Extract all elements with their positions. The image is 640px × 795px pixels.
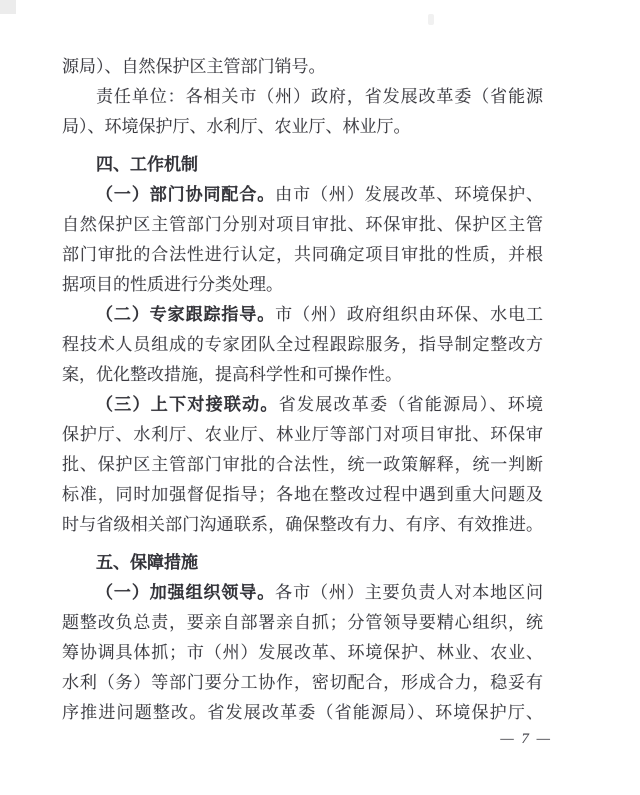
section-heading xyxy=(62,150,543,180)
scan-smudge-corner xyxy=(0,0,16,14)
text-line xyxy=(62,668,543,698)
text-line xyxy=(62,330,543,360)
line-text: 程技术人员组成的专家团队全过程跟踪服务，指导制定整改方 xyxy=(62,335,543,354)
bold-run: （一）部门协同配合。 xyxy=(96,185,276,204)
line-text: 批、保护区主管部门审批的合法性，统一政策解释，统一判断 xyxy=(62,455,543,474)
document-body xyxy=(62,52,543,728)
line-text: 市（州）政府组织由环保、水电工 xyxy=(275,305,544,324)
line-text: 保护厅、水利厅、农业厅、林业厅等部门对项目审批、环保审 xyxy=(62,425,543,444)
text-line xyxy=(62,210,543,240)
text-line xyxy=(62,578,543,608)
bold-run: 五、保障措施 xyxy=(96,553,198,572)
text-line xyxy=(62,450,543,480)
text-line xyxy=(62,638,543,668)
line-text: 部门审批的合法性进行认定，共同确定项目审批的性质，并根 xyxy=(62,245,543,264)
text-line xyxy=(62,112,543,142)
line-text: 时与省级相关部门沟通联系，确保整改有力、有序、有效推进。 xyxy=(62,515,543,534)
text-line xyxy=(62,360,543,390)
bold-run: （三）上下对接联动。 xyxy=(96,395,279,414)
text-line xyxy=(62,480,543,510)
line-text: 水利（务）等部门要分工协作，密切配合，形成合力，稳妥有 xyxy=(62,673,543,692)
text-line xyxy=(62,270,543,300)
scan-smudge-top xyxy=(428,14,434,25)
text-line xyxy=(62,390,543,420)
section-heading xyxy=(62,548,543,578)
line-text: 题整改负总责，要亲自部署亲自抓；分管领导要精心组织，统 xyxy=(62,613,543,632)
page-footer xyxy=(500,729,552,749)
line-text: 省发展改革委（省能源局）、环境 xyxy=(278,395,544,414)
line-text: 责任单位：各相关市（州）政府，省发展改革委（省能源 xyxy=(96,87,543,106)
line-text: 各市（州）主要负责人对本地区问 xyxy=(275,583,544,602)
text-line xyxy=(62,240,543,270)
text-line xyxy=(62,420,543,450)
line-text: 自然保护区主管部门分别对项目审批、环保审批、保护区主管 xyxy=(62,215,543,234)
bold-run: （二）专家跟踪指导。 xyxy=(96,305,276,324)
line-text: 序推进问题整改。省发展改革委（省能源局）、环境保护厅、 xyxy=(62,703,543,722)
bold-run: （一）加强组织领导。 xyxy=(96,583,276,602)
text-line xyxy=(62,52,543,82)
line-text: 由市（州）发展改革、环境保护、 xyxy=(275,185,544,204)
line-text: 筹协调具体抓；市（州）发展改革、环境保护、林业、农业、 xyxy=(62,643,543,662)
line-text: 标准，同时加强督促指导；各地在整改过程中遇到重大问题及 xyxy=(62,485,543,504)
text-line xyxy=(62,82,543,112)
text-line xyxy=(62,300,543,330)
text-line xyxy=(62,510,543,540)
page-number: — 7 — xyxy=(500,731,552,747)
text-line xyxy=(62,180,543,210)
line-text: 案，优化整改措施，提高科学性和可操作性。 xyxy=(62,365,402,384)
line-text: 据项目的性质进行分类处理。 xyxy=(62,275,283,294)
line-text: 局）、环境保护厅、水利厅、农业厅、林业厅。 xyxy=(62,117,411,136)
bold-run: 四、工作机制 xyxy=(96,155,198,174)
line-text: 源局）、自然保护区主管部门销号。 xyxy=(62,57,326,76)
text-line xyxy=(62,698,543,728)
text-line xyxy=(62,608,543,638)
